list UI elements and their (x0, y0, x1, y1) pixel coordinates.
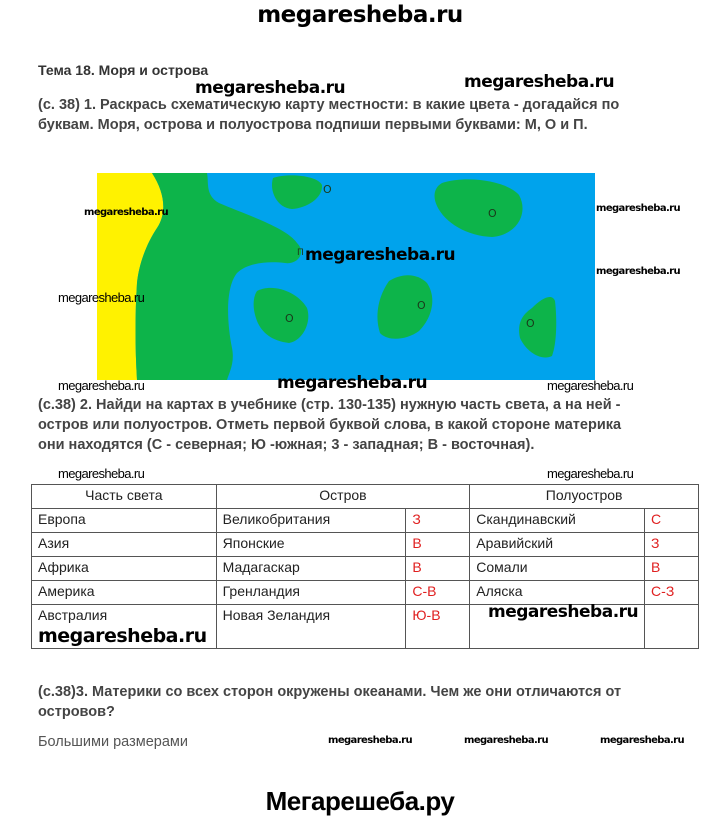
watermark: megaresheba.ru (547, 378, 634, 393)
peninsula-direction-cell: З (645, 533, 699, 557)
schematic-map (97, 173, 595, 380)
task3-line2: островов? (38, 704, 115, 720)
table-row (32, 533, 699, 557)
watermark: megaresheba.ru (547, 466, 634, 481)
table-row (32, 581, 699, 605)
task2-line2: остров или полуостров. Отметь первой буквой слова, в какой стороне материка (38, 417, 622, 433)
watermark: megaresheba.ru (464, 735, 549, 746)
island-cell: Гренландия (216, 581, 406, 605)
task3-text (38, 682, 718, 722)
task2-line3: они находятся (С - северная; Ю -южная; 3 - западная; В - восточная). (38, 437, 535, 453)
peninsula-label: П (297, 248, 304, 258)
watermark: megaresheba.ru (464, 72, 615, 92)
table-header-row (32, 485, 699, 509)
task3-line1: (с.38)3. Материки со всех сторон окружены океанами. Чем же они отличаются от (38, 684, 622, 700)
continent-cell: Азия (32, 533, 217, 557)
watermark: megaresheba.ru (58, 378, 145, 393)
island-label: О (526, 317, 535, 330)
island-direction-cell: С-В (406, 581, 470, 605)
peninsula-cell: Аляска (470, 581, 645, 605)
island-cell: Японские (216, 533, 406, 557)
task1-text (38, 95, 718, 135)
watermark: megaresheba.ru (328, 735, 413, 746)
peninsula-cell: Сомали (470, 557, 645, 581)
watermark: megaresheba.ru (58, 466, 145, 481)
island-cell: Новая Зеландия (216, 605, 406, 649)
watermark: megaresheba.ru (488, 602, 639, 622)
header-continent: Часть света (32, 485, 217, 509)
watermark: megaresheba.ru (58, 290, 145, 305)
watermark: megaresheba.ru (38, 625, 207, 647)
peninsula-direction-cell (645, 605, 699, 649)
continent-cell: Америка (32, 581, 217, 605)
header-peninsula: Полуостров (470, 485, 699, 509)
peninsula-cell: Аравийский (470, 533, 645, 557)
island-label: О (285, 312, 294, 325)
island-label: О (417, 299, 426, 312)
task2-text (38, 395, 718, 455)
map-drawing (97, 173, 595, 380)
island-direction-cell: Ю-В (406, 605, 470, 649)
watermark: megaresheba.ru (195, 78, 346, 98)
watermark: megaresheba.ru (596, 266, 681, 277)
footer-title: Мегарешеба.ру (265, 786, 455, 816)
island-cell: Мадагаскар (216, 557, 406, 581)
continent-cell: Австралия (32, 605, 217, 649)
topic-title: Тема 18. Моря и острова (38, 62, 209, 78)
continent-cell: Европа (32, 509, 217, 533)
watermark: megaresheba.ru (305, 245, 456, 265)
watermark: megaresheba.ru (84, 207, 169, 218)
task2-line1: (с.38) 2. Найди на картах в учебнике (стр. 130-135) нужную часть света, а на ней - (38, 397, 621, 413)
top-watermark: megaresheba.ru (257, 2, 463, 28)
task3-answer: Большими размерами (38, 734, 188, 750)
peninsula-cell: Скандинавский (470, 509, 645, 533)
island-direction-cell: В (406, 557, 470, 581)
table-row (32, 557, 699, 581)
island-direction-cell: З (406, 509, 470, 533)
island-cell: Великобритания (216, 509, 406, 533)
table-row (32, 509, 699, 533)
island-label: О (323, 183, 332, 196)
watermark: megaresheba.ru (600, 735, 685, 746)
watermark: megaresheba.ru (596, 203, 681, 214)
task1-line2: буквам. Моря, острова и полуострова подпиши первыми буквами: М, О и П. (38, 117, 588, 133)
continent-cell: Африка (32, 557, 217, 581)
island-label: О (488, 207, 497, 220)
peninsula-direction-cell: С (645, 509, 699, 533)
peninsula-direction-cell: В (645, 557, 699, 581)
island-direction-cell: В (406, 533, 470, 557)
header-island: Остров (216, 485, 470, 509)
task1-line1: (с. 38) 1. Раскрась схематическую карту местности: в какие цвета - догадайся по (38, 97, 620, 113)
watermark: megaresheba.ru (277, 373, 428, 393)
peninsula-direction-cell: С-З (645, 581, 699, 605)
